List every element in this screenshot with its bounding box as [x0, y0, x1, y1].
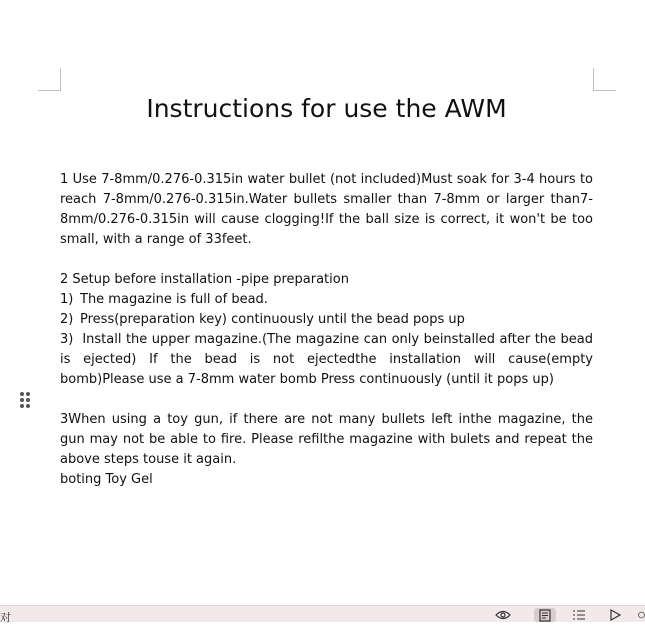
step-item[interactable] — [60, 330, 593, 390]
more-icon[interactable] — [638, 608, 645, 622]
step-item[interactable] — [60, 310, 593, 330]
block-drag-handle-icon[interactable] — [20, 392, 30, 408]
status-bar — [0, 605, 645, 622]
status-left-text: 对 — [0, 611, 11, 624]
step-text[interactable]: The magazine is full of bead. — [80, 292, 268, 307]
outline-icon[interactable] — [570, 608, 588, 622]
margin-corner-top-right — [593, 68, 616, 91]
paragraph-1[interactable]: 1 Use 7-8mm/0.276-0.315in water bullet (not included)Must soak for 3-4 hours to reach 7-8mm/0.276-0.315in.Water bullets smaller than 7-8mm or larger than7-8mm/0.276-0.315in will cause clogging!If the ball size is correct, it won't be too small, with a range of 33feet. — [60, 172, 593, 247]
section-2-heading[interactable]: 2 Setup before installation -pipe preparation — [60, 272, 349, 287]
step-number: 2) — [60, 312, 74, 327]
signature-line[interactable]: boting Toy Gel — [60, 472, 153, 487]
step-text[interactable]: Install the upper magazine.(The magazine can only beinstalled after the bead is ejected) If the bead is not ejectedthe installation will cause(empty bomb)Please use a 7-8mm water bomb Press continuously (until it pops up) — [60, 332, 594, 387]
page-view-icon[interactable] — [534, 608, 556, 622]
step-item[interactable] — [60, 290, 593, 310]
document-title[interactable]: Instructions for use the AWM — [146, 94, 507, 123]
paragraph-3[interactable]: 3When using a toy gun, if there are not many bullets left inthe magazine, the gun may not be able to fire. Please refilthe magazine with bulets and repeat the above steps touse it again. — [60, 412, 593, 467]
step-text[interactable]: Press(preparation key) continuously until the bead pops up — [80, 312, 465, 327]
step-number: 1) — [60, 292, 74, 307]
play-icon[interactable] — [606, 608, 624, 622]
margin-corner-top-left — [38, 68, 61, 91]
document-body[interactable] — [60, 170, 593, 490]
eye-icon[interactable] — [494, 608, 512, 622]
step-number: 3) — [60, 332, 74, 347]
